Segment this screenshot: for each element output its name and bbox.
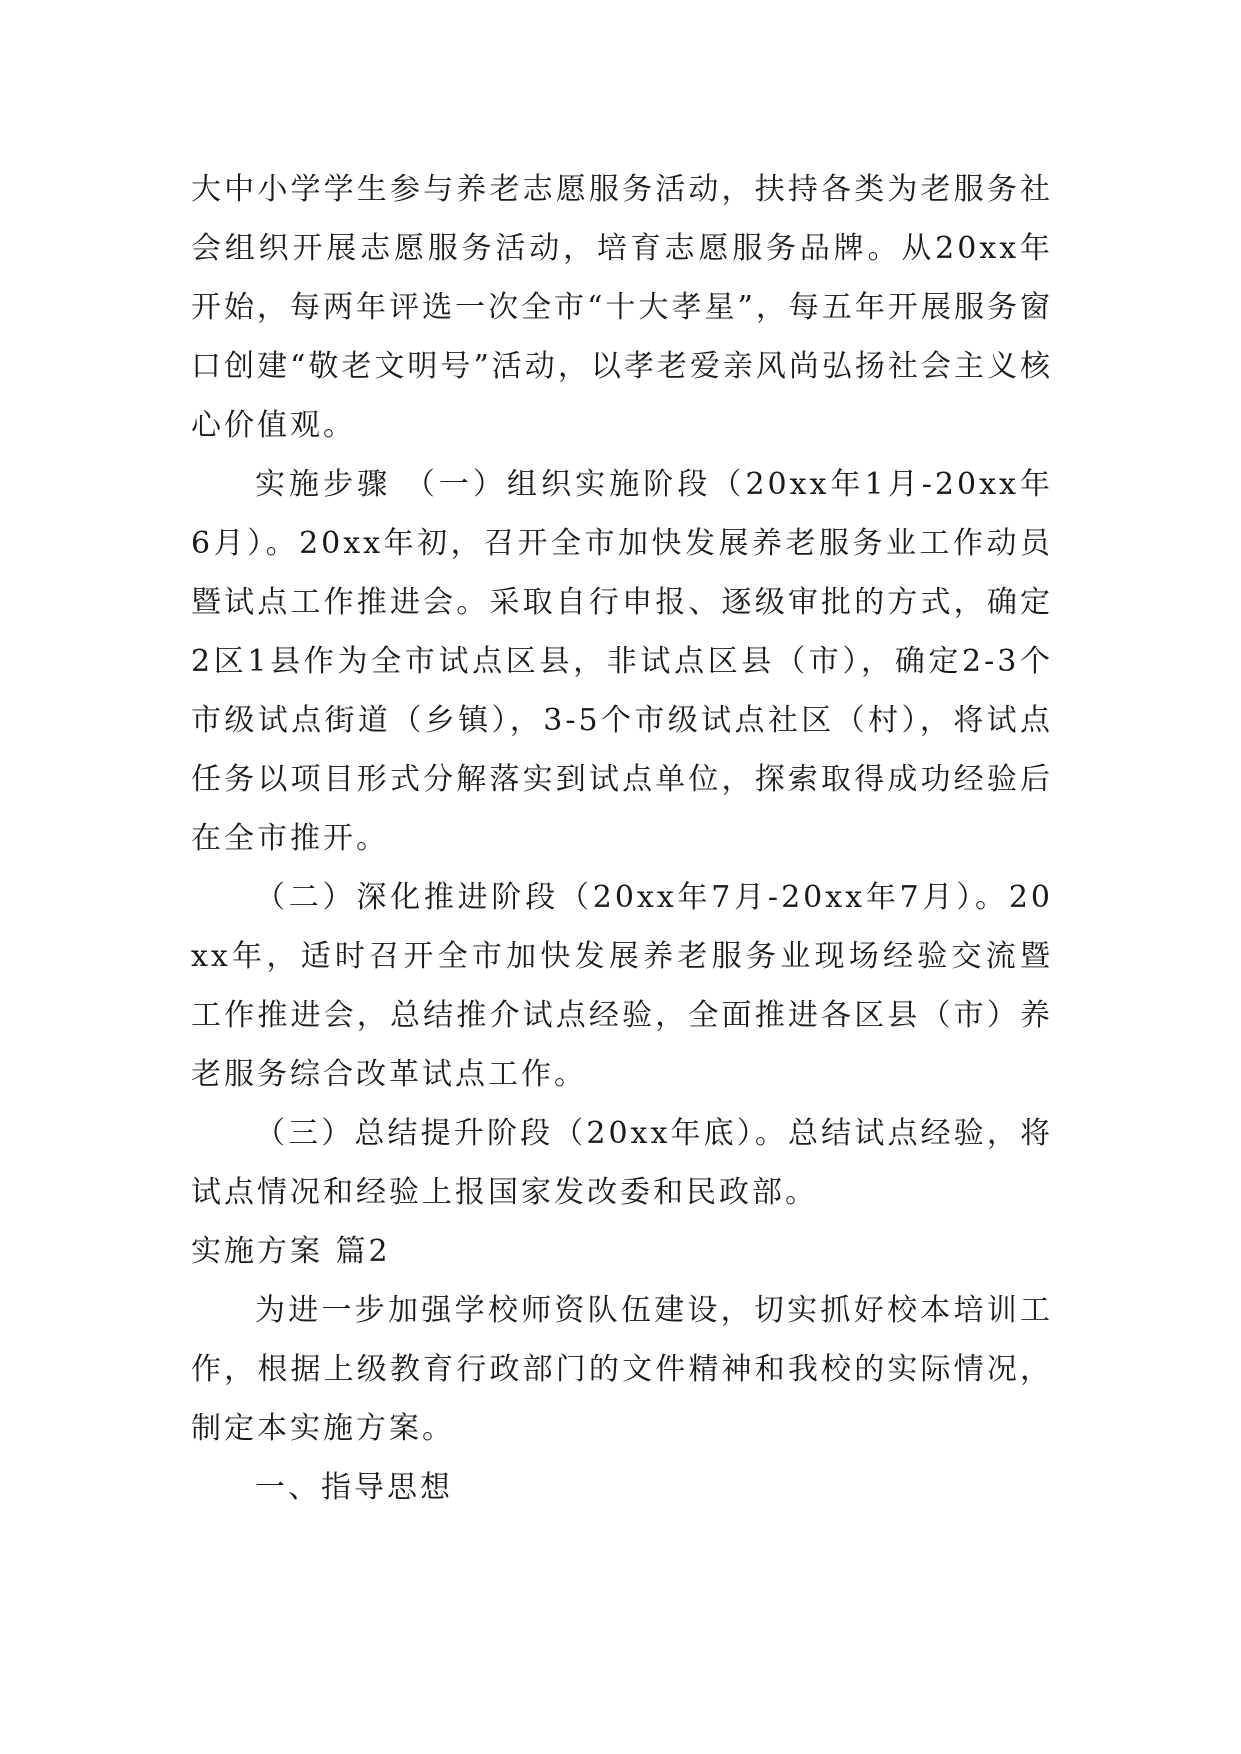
paragraph-volunteer-service: 大中小学学生参与养老志愿服务活动，扶持各类为老服务社会组织开展志愿服务活动，培育志愿服务品牌。从20xx年开始，每两年评选一次全市“十大孝星”，每五年开展服务窗口创建“敬老文明号”活动，以孝老爱亲风尚弘扬社会主义核心价值观。 xyxy=(191,172,1053,443)
paragraph-implementation-steps: 实施步骤 （一）组织实施阶段（20xx年1月-20xx年6月）。20xx年初，召开全市加快发展养老服务业工作动员暨试点工作推进会。采取自行申报、逐级审批的方式，确定2区1县作为全市试点区县，非试点区县（市），确定2-3个市级试点街道（乡镇），3-5个市级试点社区（村），将试点任务以项目形式分解落实到试点单位，探索取得成功经验后在全市推开。 xyxy=(191,467,1053,856)
paragraph-section2-intro: 为进一步加强学校师资队伍建设，切实抓好校本培训工作，根据上级教育行政部门的文件精神和我校的实际情况，制定本实施方案。 xyxy=(191,1293,1053,1446)
subheading-guiding-ideology: 一、指导思想 xyxy=(255,1470,453,1505)
section-heading: 实施方案 篇2 xyxy=(191,1234,391,1269)
document-page xyxy=(191,160,1053,1517)
paragraph-deepening-stage: （二）深化推进阶段（20xx年7月-20xx年7月）。20xx年，适时召开全市加快发展养老服务业现场经验交流暨工作推进会，总结推介试点经验，全面推进各区县（市）养老服务综合改革试点工作。 xyxy=(191,880,1053,1092)
paragraph-summary-stage: （三）总结提升阶段（20xx年底）。总结试点经验，将试点情况和经验上报国家发改委和民政部。 xyxy=(191,1116,1053,1210)
